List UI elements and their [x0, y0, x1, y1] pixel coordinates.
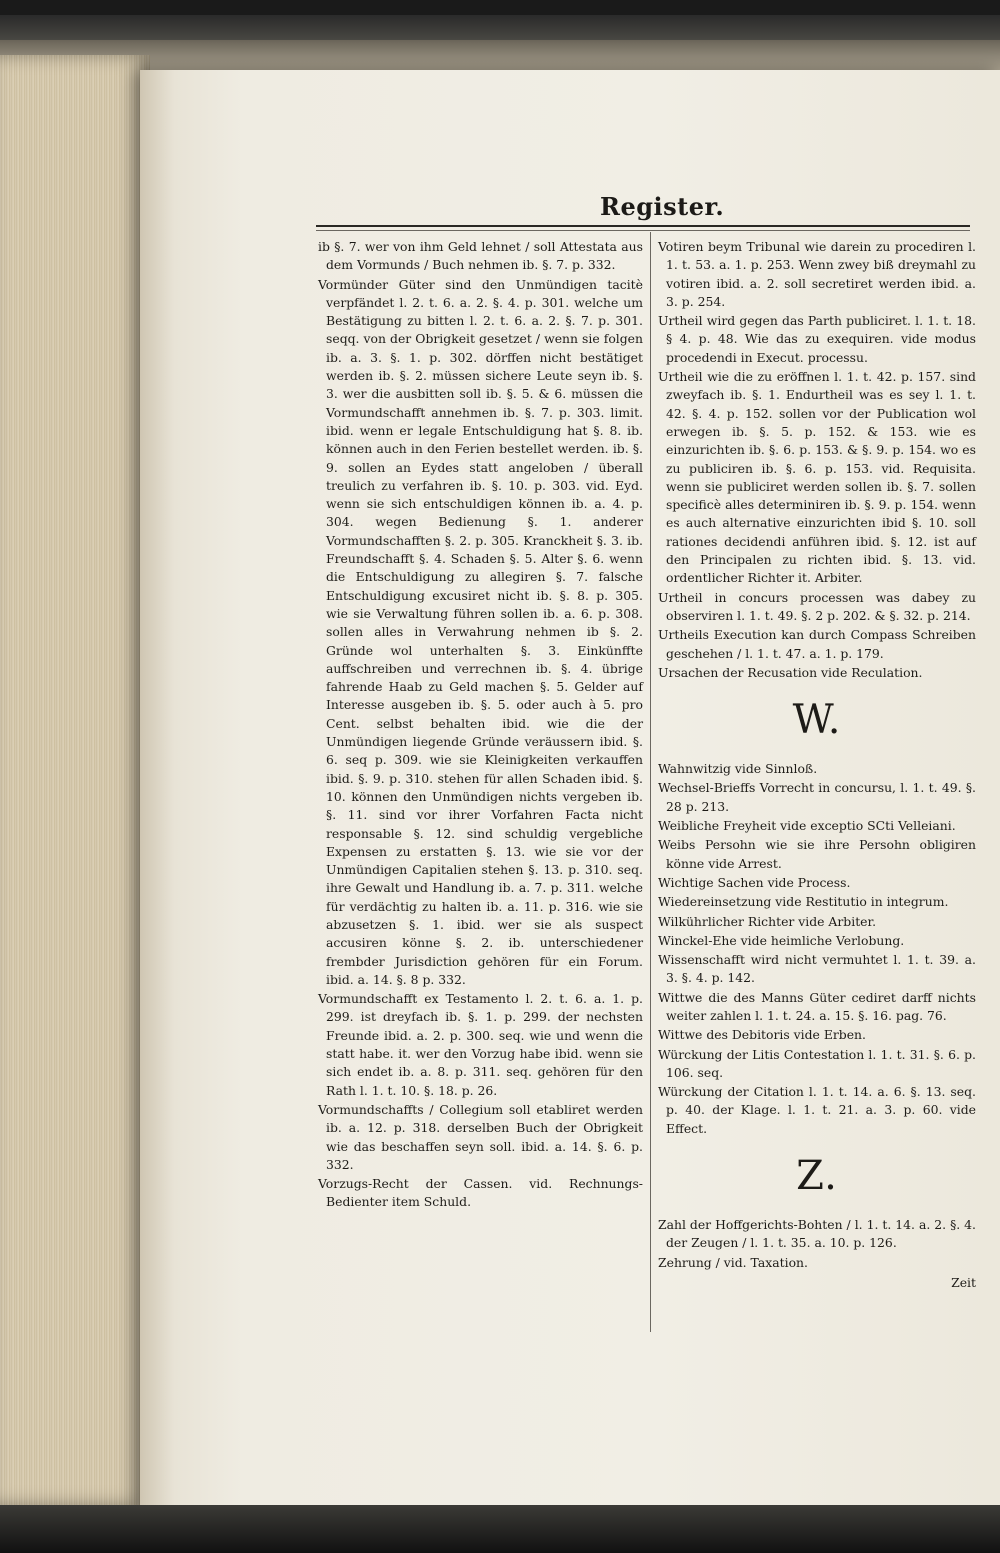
- index-entry: ib §. 7. wer von ihm Geld lehnet / soll Attestata aus dem Vormunds / Buch nehmen ib. §. 7. p. 332.: [318, 239, 643, 273]
- index-entry: Urtheils Execution kan durch Compass Schreiben geschehen / l. 1. t. 47. a. 1. p. 179.: [658, 627, 976, 661]
- index-entry: Winckel-Ehe vide heimliche Verlobung.: [658, 932, 905, 948]
- section-letter-z: Z.: [796, 1153, 838, 1200]
- index-entry: Urtheil wird gegen das Parth publiciret. l. 1. t. 18. § 4. p. 48. Wie das zu exequiren. vide modus procedendi in Execut. processu.: [658, 313, 976, 365]
- index-entry: Wahnwitzig vide Sinnloß.: [658, 761, 818, 777]
- index-entry: Würckung der Litis Contestation l. 1. t. 31. §. 6. p. 106. seq.: [658, 1046, 976, 1080]
- index-entry: Ursachen der Recusation vide Reculation.: [658, 664, 923, 680]
- header-rule-thin: [316, 230, 970, 231]
- book-bottom-shadow: [0, 1505, 1000, 1553]
- index-entry: Votiren beym Tribunal wie darein zu procediren l. 1. t. 53. a. 1. p. 253. Wenn zwey biß dreymahl zu votiren ibid. a. 2. soll secretiret werden ibid. a. 3. p. 254.: [658, 239, 976, 309]
- index-entry: Vorzugs-Recht der Cassen. vid. Rechnungs-Bedienter item Schuld.: [318, 1176, 643, 1210]
- index-entry: Vormundschafft ex Testamento l. 2. t. 6. a. 1. p. 299. ist dreyfach ib. §. 1. p. 299. der nechsten Freunde ibid. a. 2. p. 300. seq. wie und wenn die statt habe. it. wer den Vorzug habe ibid. wenn sie sich endet ib. a. 8. p. 311. seq. gehören für den Rath l. 1. t. 10. §. 18. p. 26.: [318, 991, 643, 1098]
- index-entry: Wittwe des Debitoris vide Erben.: [658, 1027, 866, 1043]
- book-page-edges: [0, 55, 150, 1505]
- running-head: Register.: [600, 192, 725, 221]
- index-entry: Zehrung / vid. Taxation.: [658, 1254, 808, 1270]
- index-entry: Würckung der Citation l. 1. t. 14. a. 6. §. 13. seq. p. 40. der Klage. l. 1. t. 21. a. 3. p. 60. vide Effect.: [658, 1084, 976, 1136]
- right-column: [658, 238, 976, 1292]
- index-entry: Wechsel-Brieffs Vorrecht in concursu, l. 1. t. 49. §. 28 p. 213.: [658, 780, 976, 814]
- index-entry: Zahl der Hoffgerichts-Bohten / l. 1. t. 14. a. 2. §. 4. der Zeugen / l. 1. t. 35. a. 10. p. 126.: [658, 1217, 976, 1251]
- catchword: Zeit: [951, 1274, 976, 1290]
- left-column: [318, 238, 643, 1213]
- index-entry: Wissenschafft wird nicht vermuhtet l. 1. t. 39. a. 3. §. 4. p. 142.: [658, 952, 976, 986]
- index-entry: Urtheil in concurs processen was dabey zu observiren l. 1. t. 49. §. 2 p. 202. & §. 32. p. 214.: [658, 589, 976, 623]
- section-letter-w: W.: [792, 697, 842, 744]
- index-entry: Vormünder Güter sind den Unmündigen tacitè verpfändet l. 2. t. 6. a. 2. §. 4. p. 301. welche um Bestätigung zu bitten l. 2. t. 6. a. 2. §. 7. p. 301. seqq. von der Obrigkeit gesetzet / wenn sie folgen ib. a. 3. §. 1. p. 302. dörffen nicht bestätiget werden ib. §. 2. müssen sichere Leute seyn ib. §. 3. wer die ausbitten soll ib. §. 5. & 6. müssen die Vormundschafft annehmen ib. §. 7. p. 303. limit. ibid. wenn er legale Entschuldigung hat §. 8. ib. können auch in den Ferien bestellet werden. ib. §. 9. sollen an Eydes statt angeloben / überall treulich zu verfahren ib. §. 10. p. 303. vid. Eyd. wenn sie sich entschuldigen können ib. a. 4. p. 304. wegen Bedienung §. 1. anderer Vormundschafften §. 2. p. 305. Kranckheit §. 3. ib. Freundschafft §. 4. Schaden §. 5. Alter §. 6. wenn die Entschuldigung zu allegiren §. 7. falsche Entschuldigung excusiret nicht ib. §. 8. p. 305. wie sie Verwaltung führen sollen ib. a. 6. p. 308. sollen alles in Verwahrung nehmen ib §. 2. Gründe wol unterhalten §. 3. Einkünffte auffschreiben und verrechnen ib. §. 4. übrige fahrende Haab zu Geld machen §. 5. Gelder auf Interesse ausgeben ib. §. 5. oder auch à 5. pro Cent. selbst behalten ibid. wie die der Unmündigen liegende Gründe veräussern ibid. §. 6. seq p. 309. wie sie Kleinigkeiten verkauffen ibid. §. 9. p. 310. stehen für allen Schaden ibid. §. 10. können den Unmündigen nichts vergeben ib. §. 11. sind vor ihrer Vorfahren Facta nicht responsable §. 12. sind schuldig vergebliche Expensen zu erstatten §. 13. wie sie vor der Unmündigen Capitalien stehen §. 13. p. 310. seq. ihre Gewalt und Handlung ib. a. 7. p. 311. welche für verdächtig zu halten ib. a. 11. p. 316. wie sie abzusetzen §. 1. ibid. wer sie als suspect accusiren könne §. 2. ib. unterschiedener frembder Jurisdiction gehören für ein Forum. ibid. a. 14. §. 8 p. 332.: [318, 276, 643, 987]
- index-entry: Urtheil wie die zu eröffnen l. 1. t. 42. p. 157. sind zweyfach ib. §. 1. Endurtheil was es sey l. 1. t. 42. §. 4. p. 152. sollen vor der Publication wol erwegen ib. §. 5. p. 152. & 153. wie es einzurichten ib. §. 6. p. 153. & §. 9. p. 154. wo es zu publiciren ib. §. 6. p. 153. vid. Requisita. wenn sie publiciret werden sollen ib. §. 7. sollen specificè alles determiniren ib. §. 9. p. 154. wenn es auch alternative einzurichten ibid §. 10. soll rationes decidendi anführen ibid. §. 12. ist auf den Principalen zu richten ibid. §. 13. vid. ordentlicher Richter it. Arbiter.: [658, 369, 976, 586]
- header-rule: [316, 225, 970, 227]
- index-entry: Wittwe die des Manns Güter cediret darff nichts weiter zahlen l. 1. t. 24. a. 15. §. 16. pag. 76.: [658, 989, 976, 1023]
- index-entry: Wilkührlicher Richter vide Arbiter.: [658, 913, 877, 929]
- index-entry: Weibs Persohn wie sie ihre Persohn obligiren könne vide Arrest.: [658, 837, 976, 871]
- index-entry: Wichtige Sachen vide Process.: [658, 874, 851, 890]
- index-entry: Weibliche Freyheit vide exceptio SCti Velleiani.: [658, 818, 956, 834]
- index-entry: Wiedereinsetzung vide Restitutio in integrum.: [658, 894, 949, 910]
- column-divider: [650, 232, 651, 1332]
- index-entry: Vormundschaffts / Collegium soll etabliret werden ib. a. 12. p. 318. derselben Buch der Obrigkeit wie das beschaffen seyn soll. ibid. a. 14. §. 6. p. 332.: [318, 1101, 643, 1172]
